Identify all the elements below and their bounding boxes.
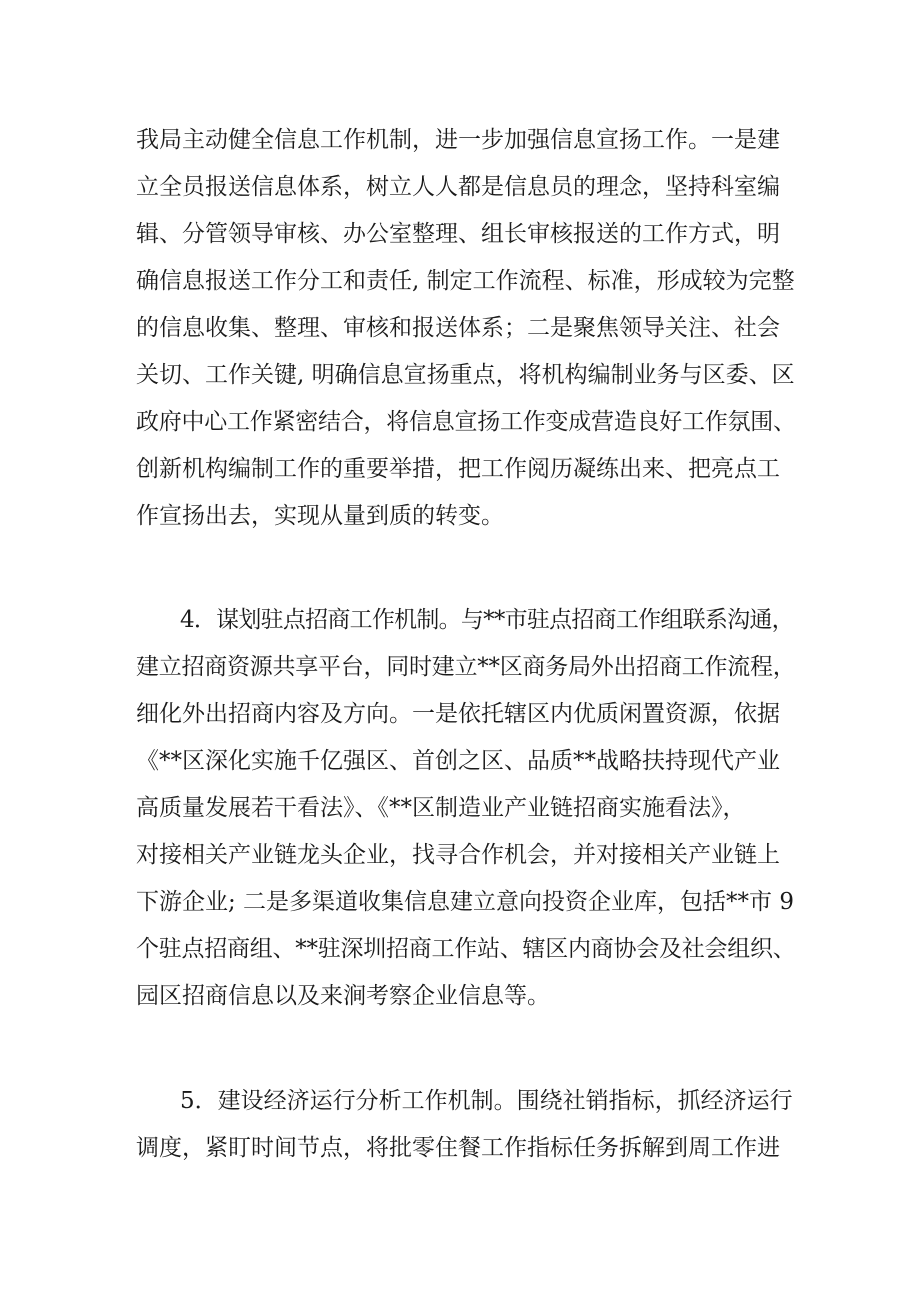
paragraph-1-line-8: 创新机构编制工作的重要举措，把工作阅历凝练出来、把亮点工	[136, 456, 780, 482]
paragraph-2-line-6: 对接相关产业链龙头企业，找寻合作机会，并对接相关产业链上	[136, 842, 780, 868]
paragraph-2-line-7: 下游企业; 二是多渠道收集信息建立意向投资企业库，包括**市 9	[136, 889, 795, 915]
paragraph-1-line-1: 我局主动健全信息工作机制，进一步加强信息宣扬工作。一是建	[136, 127, 780, 153]
paragraph-2-line-8: 个驻点招商组、**驻深圳招商工作站、辖区内商协会及社会组织、	[136, 936, 796, 962]
paragraph-2-line-1: 4．谋划驻点招商工作机制。与**市驻点招商工作组联系沟通，	[180, 607, 794, 633]
paragraph-2-line-2: 建立招商资源共享平台，同时建立**区商务局外出招商工作流程，	[136, 654, 796, 680]
paragraph-3-line-2: 调度，紧盯时间节点，将批零住餐工作指标任务拆解到周工作进	[136, 1135, 780, 1161]
paragraph-1-line-4: 确信息报送工作分工和责任, 制定工作流程、标准，形成较为完整	[136, 268, 795, 294]
paragraph-1-line-2: 立全员报送信息体系，树立人人都是信息员的理念，坚持科室编	[136, 174, 780, 200]
paragraph-2-line-5: 高质量发展若干看法》、《**区制造业产业链招商实施看法》，	[136, 795, 746, 821]
paragraph-2-line-9: 园区招商信息以及来涧考察企业信息等。	[136, 983, 550, 1009]
paragraph-3-line-1: 5．建设经济运行分析工作机制。围绕社销指标，抓经济运行	[180, 1088, 793, 1114]
paragraph-2-line-4: 《**区深化实施千亿强区、首创之区、品质**战略扶持现代产业	[136, 748, 780, 774]
paragraph-1-line-5: 的信息收集、整理、审核和报送体系；二是聚焦领导关注、社会	[136, 315, 780, 341]
paragraph-1-line-3: 辑、分管领导审核、办公室整理、组长审核报送的工作方式，明	[136, 221, 780, 247]
paragraph-2-line-3: 细化外出招商内容及方向。一是依托辖区内优质闲置资源，依据	[136, 701, 780, 727]
paragraph-1-line-9: 作宣扬出去，实现从量到质的转变。	[136, 503, 504, 529]
paragraph-1-line-6: 关切、工作关键, 明确信息宣扬重点，将机构编制业务与区委、区	[136, 362, 795, 388]
paragraph-1-line-7: 政府中心工作紧密结合，将信息宣扬工作变成营造良好工作氛围、	[136, 409, 796, 435]
